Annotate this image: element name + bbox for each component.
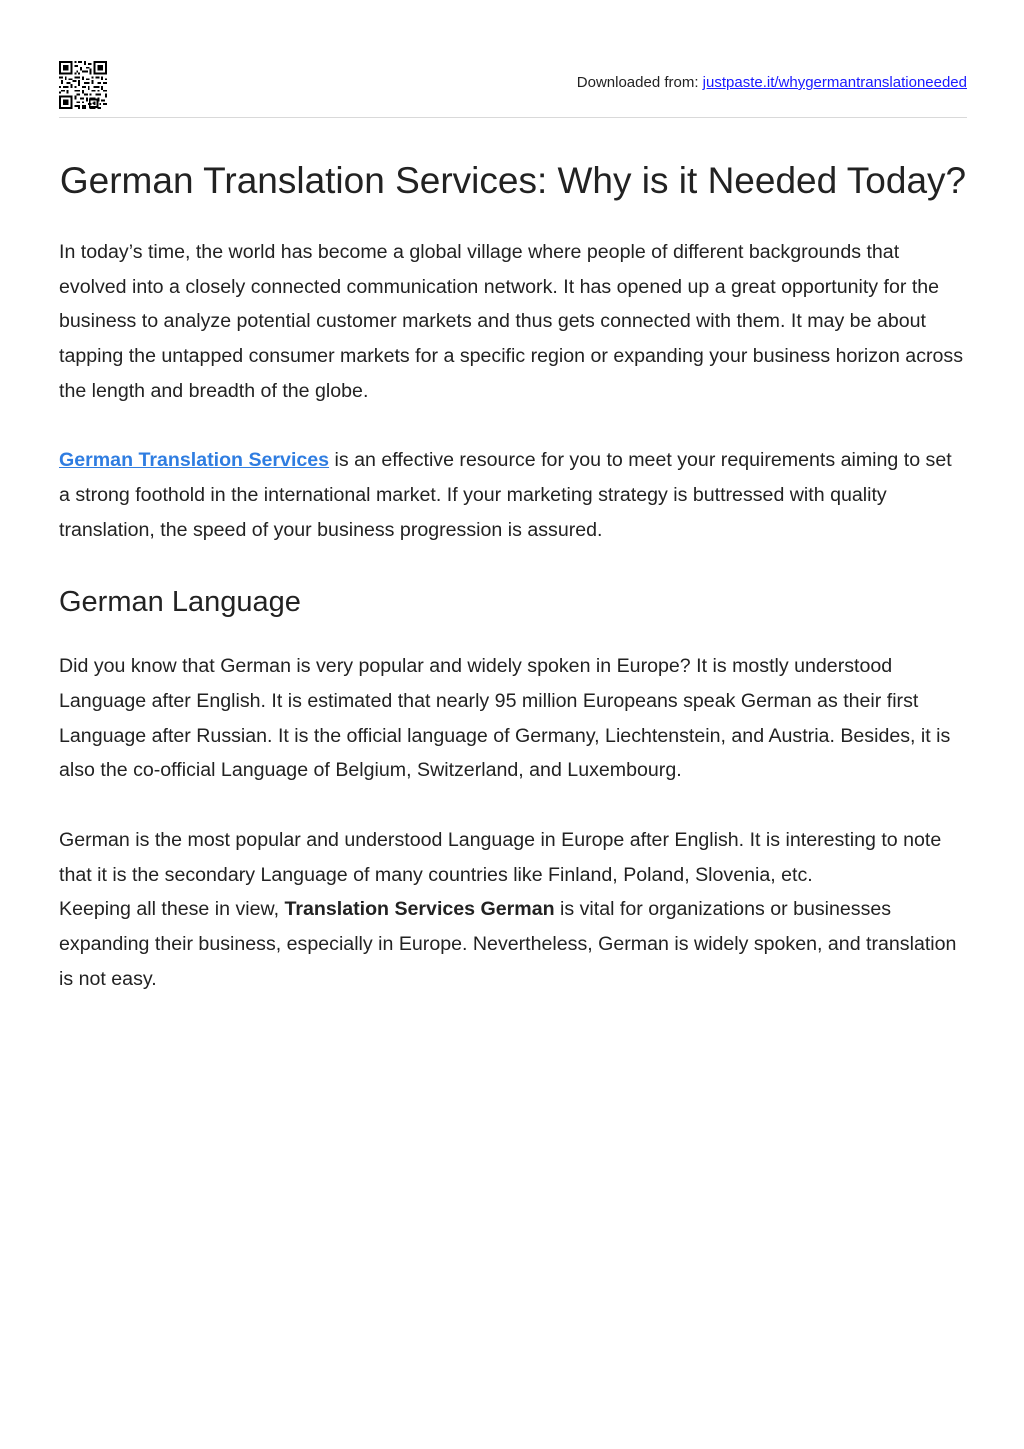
section-heading: German Language (59, 586, 301, 619)
conclusion-suffix: is vital for organizations or businesses expanding their business, especially in Europe. Nevertheless, German is widely spoken, and translation is not easy. (59, 898, 957, 990)
download-source-line (577, 74, 967, 91)
conclusion-prefix: Keeping all these in view, (59, 898, 285, 921)
qr-code-icon (59, 61, 107, 109)
conclusion-bold-term: Translation Services German (284, 898, 555, 921)
document-page (59, 0, 967, 996)
conclusion-paragraph (59, 892, 967, 996)
services-paragraph (59, 443, 967, 547)
german-popularity-paragraph: Did you know that German is very popular and widely spoken in Europe? It is mostly understood Language after English. It is estimated that nearly 95 million Europeans speak German as their first Language after Russian. It is the official language of Germany, Liechtenstein, and Austria. Besides, it is also the co-official Language of Belgium, Switzerland, and Luxembourg. (59, 655, 951, 782)
intro-paragraph: In today’s time, the world has become a global village where people of different backgrounds that evolved into a closely connected communication network. It has opened up a great opportunity for the business to analyze potential customer markets and thus gets connected with them. It may be about tapping the untapped consumer markets for a specific region or expanding your business horizon across the length and breadth of the globe. (59, 241, 964, 402)
german-translation-services-link[interactable]: German Translation Services (59, 449, 330, 472)
services-paragraph-text: is an effective resource for you to meet your requirements aiming to set a strong foothold in the international market. If your marketing strategy is buttressed with quality translation, the speed of your business progression is assured. (59, 449, 952, 541)
secondary-language-paragraph: German is the most popular and understood Language in Europe after English. It is interesting to note that it is the secondary Language of many countries like Finland, Poland, Slovenia, etc. (59, 828, 942, 886)
downloaded-from-label: Downloaded from: (576, 74, 703, 91)
page-title: German Translation Services: Why is it Needed Today? (59, 160, 967, 201)
page-header (59, 0, 967, 118)
source-link[interactable]: justpaste.it/whygermantranslationeeded (702, 74, 967, 91)
